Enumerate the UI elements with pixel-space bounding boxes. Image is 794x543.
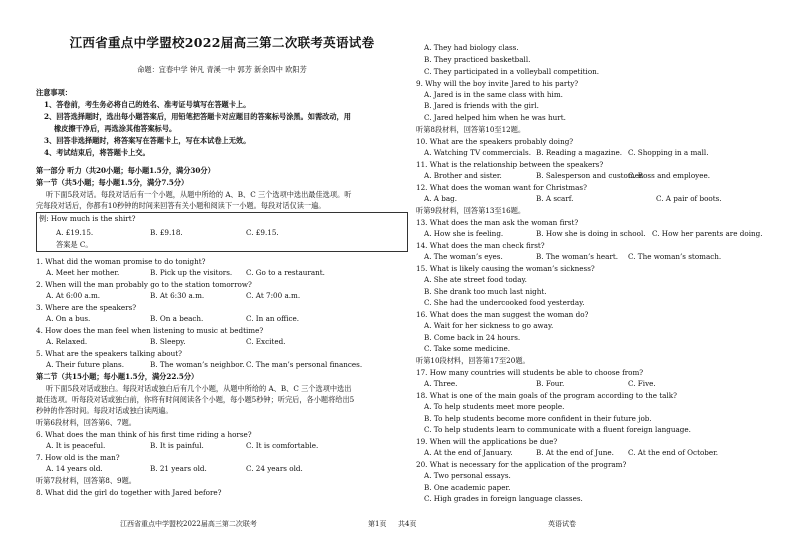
option-b: B. At the end of June.	[536, 448, 614, 457]
passage-note: 听第7段材料，回答第8、9题。	[36, 476, 136, 485]
option-a: A. Watching TV commercials.	[424, 148, 531, 157]
section2-instruction: 听下面5段对话或独白。每段对话或独白后有几个小题，从题中所给的 A、B、C 三个选项中选出	[46, 384, 352, 393]
option-b: B. Reading a magazine.	[536, 148, 623, 157]
option-a: A. On a bus.	[46, 314, 91, 323]
option-a: A. How she is feeling.	[424, 229, 504, 238]
question-text: 17. How many countries will students be able to choose from?	[416, 368, 644, 377]
option-b: B. Salesperson and customer.	[536, 171, 644, 180]
option-a: A. Wait for her sickness to go away.	[424, 321, 554, 330]
option-b: B. It is painful.	[150, 441, 204, 450]
question-text: 20. What is necessary for the application of the program?	[416, 460, 627, 469]
option-b: B. How she is doing in school.	[536, 229, 646, 238]
passage-note: 听第6段材料，回答第6、7题。	[36, 418, 136, 427]
option-b: B. The woman’s heart.	[536, 252, 619, 261]
note-item: 橡皮擦干净后，再选涂其他答案标号。	[54, 124, 177, 133]
option-a: A. Three.	[424, 379, 458, 388]
section2-instruction: 最佳选项。听每段对话或独白前，你将有时间阅读各个小题，每小题5秒钟；听完后，各小题将给出5	[36, 395, 355, 404]
option-c: C. Boss and employee.	[628, 171, 711, 180]
question-text: 5. What are the speakers talking about?	[36, 349, 183, 358]
example-option-b: B. £9.18.	[150, 228, 183, 237]
option-a: A. Meet her mother.	[46, 268, 120, 277]
section2-instruction: 秒钟的作答时间。每段对话或独白读两遍。	[36, 406, 173, 415]
option-c: C. Five.	[628, 379, 656, 388]
question-text: 3. Where are the speakers?	[36, 303, 137, 312]
option-b: B. Pick up the visitors.	[150, 268, 233, 277]
option-c: C. How her parents are doing.	[652, 229, 763, 238]
page-title: 江西省重点中学盟校2022届高三第二次联考英语试卷	[69, 35, 375, 50]
section1-heading: 第一节（共5小题；每小题1.5分，满分7.5分）	[36, 178, 189, 187]
option-a: A. At the end of January.	[424, 448, 513, 457]
option-c: C. They participated in a volleyball competition.	[424, 67, 600, 76]
option-b: B. To help students become more confident in their future job.	[424, 414, 652, 423]
passage-note: 听第9段材料，回答第13至16题。	[416, 206, 526, 215]
passage-note: 听第10段材料，回答第17至20题。	[416, 356, 530, 365]
question-text: 11. What is the relationship between the speakers?	[416, 160, 604, 169]
option-a: A. Their future plans.	[46, 360, 125, 369]
option-b: B. A scarf.	[536, 194, 574, 203]
example-option-c: C. £9.15.	[246, 228, 279, 237]
option-c: C. Excited.	[246, 337, 286, 346]
example-question: 例: How much is the shirt?	[39, 214, 136, 223]
question-text: 15. What is likely causing the woman’s sickness?	[416, 264, 595, 273]
option-a: A. She ate street food today.	[424, 275, 527, 284]
option-b: B. On a beach.	[150, 314, 204, 323]
part1-heading: 第一部分 听力（共20小题；每小题1.5分，满分30分）	[36, 166, 215, 175]
option-c: C. In an office.	[246, 314, 300, 323]
option-b: B. They practiced basketball.	[424, 55, 531, 64]
option-a: A. Jared is in the same class with him.	[424, 90, 563, 99]
option-c: C. High grades in foreign language classes.	[424, 494, 583, 503]
option-a: A. Brother and sister.	[424, 171, 502, 180]
option-b: B. 21 years old.	[150, 464, 207, 473]
note-item: 4、考试结束后，将答题卡上交。	[44, 148, 150, 157]
option-c: C. The woman’s stomach.	[628, 252, 722, 261]
question-text: 18. What is one of the main goals of the program according to the talk?	[416, 391, 677, 400]
question-text: 9. Why will the boy invite Jared to his party?	[416, 79, 579, 88]
footer-total-pages: 共4页	[398, 520, 417, 528]
option-c: C. To help students learn to communicate with a fluent foreign language.	[424, 425, 691, 434]
option-c: C. A pair of boots.	[656, 194, 722, 203]
option-b: B. Come back in 24 hours.	[424, 333, 521, 342]
question-text: 6. What does the man think of his first time riding a horse?	[36, 430, 252, 439]
example-answer: 答案是 C。	[56, 240, 93, 249]
question-text: 4. How does the man feel when listening to music at bedtime?	[36, 326, 264, 335]
option-b: B. She drank too much last night.	[424, 287, 547, 296]
option-b: B. At 6:30 a.m.	[150, 291, 205, 300]
option-b: B. Jared is friends with the girl.	[424, 101, 539, 110]
note-item: 2、回答选择题时，选出每小题答案后，用铅笔把答题卡对应题目的答案标号涂黑。如需改动，用	[44, 112, 351, 121]
question-text: 14. What does the man check first?	[416, 241, 545, 250]
authors-line: 命题：宜春中学 钟凡 青溪一中 郭芳 新余四中 欧阳芳	[137, 65, 307, 74]
footer-subject: 英语试卷	[548, 520, 576, 528]
option-c: C. 24 years old.	[246, 464, 303, 473]
option-c: C. It is comfortable.	[246, 441, 319, 450]
option-a: A. 14 years old.	[46, 464, 103, 473]
section1-instruction: 听下面5段对话。每段对话后有一个小题，从题中所给的 A、B、C 三个选项中选出最佳选项。听	[46, 190, 352, 199]
note-item: 1、答卷前，考生务必将自己的姓名、准考证号填写在答题卡上。	[44, 100, 251, 109]
question-text: 16. What does the man suggest the woman do?	[416, 310, 589, 319]
option-c: C. Go to a restaurant.	[246, 268, 325, 277]
question-text: 13. What does the man ask the woman first?	[416, 218, 579, 227]
footer-exam-name: 江西省重点中学盟校2022届高三第二次联考	[120, 520, 257, 528]
option-a: A. A bag.	[424, 194, 458, 203]
option-a: A. The woman’s eyes.	[424, 252, 503, 261]
notes-heading: 注意事项：	[36, 88, 72, 97]
note-item: 3、回答非选择题时，将答案写在答题卡上，写在本试卷上无效。	[44, 136, 251, 145]
footer-page-number: 第1页	[368, 520, 387, 528]
question-text: 1. What did the woman promise to do tonight?	[36, 257, 206, 266]
option-a: A. Two personal essays.	[424, 471, 511, 480]
option-c: C. She had the undercooked food yesterday.	[424, 298, 585, 307]
option-a: A. To help students meet more people.	[424, 402, 565, 411]
option-a: A. They had biology class.	[424, 43, 519, 52]
option-b: B. Four.	[536, 379, 565, 388]
option-c: C. At 7:00 a.m.	[246, 291, 301, 300]
section2-heading: 第二节（共15小题；每小题1.5分，满分22.5分）	[36, 372, 199, 381]
option-a: A. It is peaceful.	[46, 441, 106, 450]
section1-instruction: 完每段对话后，你都有10秒钟的时间来回答有关小题和阅读下一小题。每段对话仅读一遍。	[36, 201, 326, 210]
option-c: C. Take some medicine.	[424, 344, 511, 353]
option-c: C. The man’s personal finances.	[246, 360, 363, 369]
option-b: B. Sleepy.	[150, 337, 186, 346]
question-text: 10. What are the speakers probably doing?	[416, 137, 574, 146]
option-c: C. At the end of October.	[628, 448, 719, 457]
question-text: 12. What does the woman want for Christmas?	[416, 183, 587, 192]
question-text: 2. When will the man probably go to the station tomorrow?	[36, 280, 252, 289]
option-a: A. Relaxed.	[46, 337, 88, 346]
question-text: 19. When will the applications be due?	[416, 437, 558, 446]
question-text: 8. What did the girl do together with Jared before?	[36, 488, 222, 497]
option-c: C. Shopping in a mall.	[628, 148, 709, 157]
question-text: 7. How old is the man?	[36, 453, 120, 462]
option-c: C. Jared helped him when he was hurt.	[424, 113, 566, 122]
option-b: B. One academic paper.	[424, 483, 511, 492]
example-option-a: A. £19.15.	[56, 228, 94, 237]
passage-note: 听第8段材料，回答第10至12题。	[416, 125, 526, 134]
option-a: A. At 6:00 a.m.	[46, 291, 101, 300]
option-b: B. The woman’s neighbor.	[150, 360, 245, 369]
